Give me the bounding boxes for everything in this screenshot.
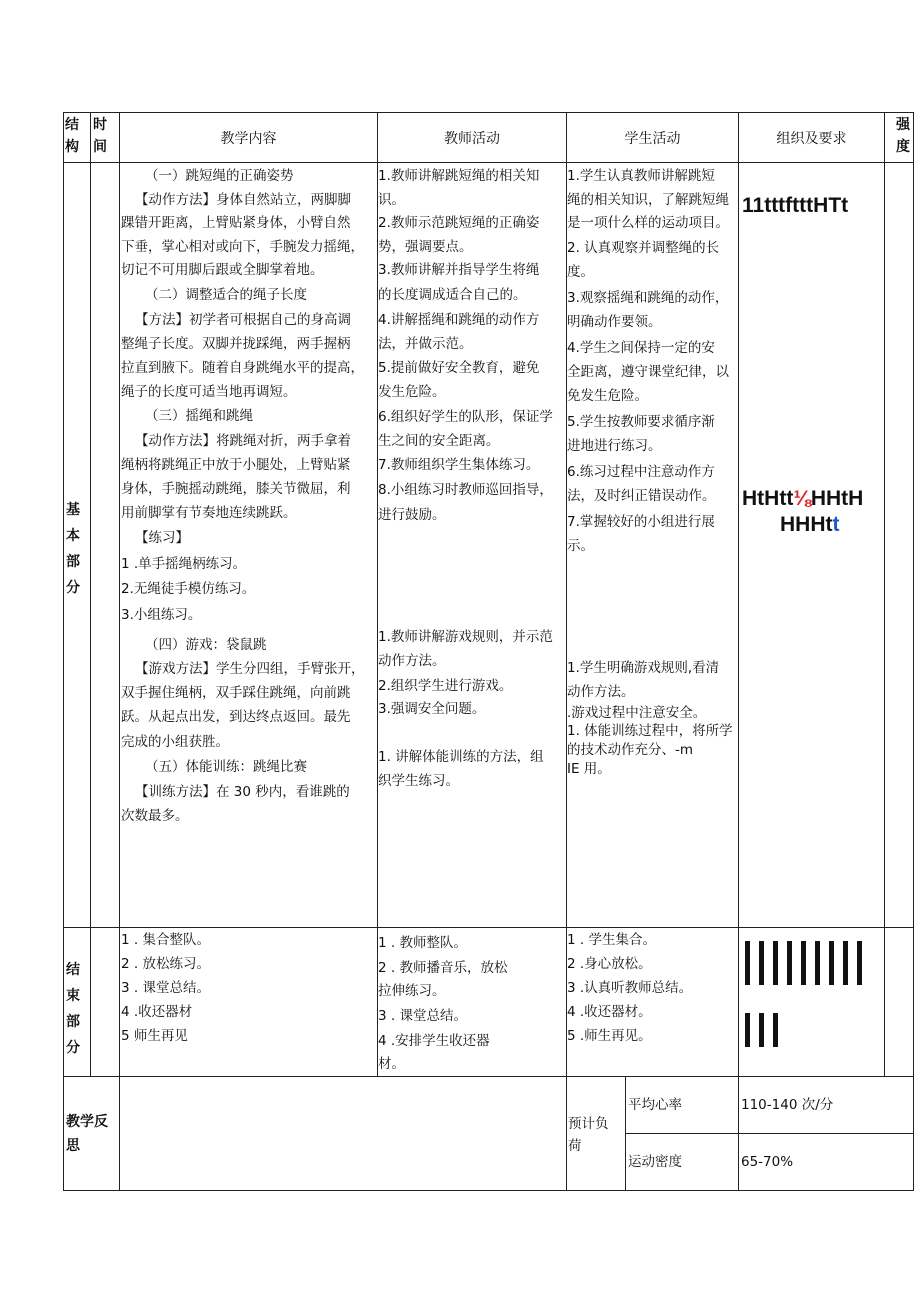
teacher-line: 生之间的安全距离。 [378,433,500,449]
teacher-line: 拉伸练习。 [378,983,446,999]
student-line: 的技术动作充分、-m [567,742,694,758]
header-student: 学生活动 [624,131,681,147]
content-line: 5 师生再见 [121,1028,188,1044]
reflection-label [66,1110,108,1158]
content-line: （三）摇绳和跳绳 [145,408,253,424]
content-line: 【动作方法】将跳绳对折，两手拿着 [135,433,351,449]
content-line: （五）体能训练：跳绳比赛 [145,759,307,775]
content-line: 身体，手腕摇动跳绳，膝关节微屈，利 [121,481,351,497]
student-line: 7.掌握较好的小组进行展 [567,514,715,530]
formation-bar [759,1013,764,1047]
header-teacher: 教师活动 [444,131,500,147]
teacher-line: 法，并做示范。 [378,336,473,352]
content-line: 【动作方法】身体自然站立，两脚脚 [135,191,351,208]
teacher-line: 2.教师示范跳短绳的正确姿 [378,215,540,231]
student-line: 免发生危险。 [567,388,648,404]
formation-bar [745,941,750,985]
content-line: 整绳子长度。双脚并拢踩绳，两手握柄 [121,336,351,352]
header-content: 教学内容 [220,131,277,147]
teacher-line: 2 . 教师播音乐，放松 [378,960,508,976]
content-line: 绳柄将跳绳正中放于小腿处，上臂贴紧 [121,457,351,473]
student-line: 2. 认真观察并调整绳的长 [567,240,720,256]
teacher-line: 织学生练习。 [378,773,459,789]
heart-rate-value: 110-140 次/分 [741,1097,834,1113]
formation-pattern-3 [780,513,840,537]
formation-bar [759,941,764,985]
student-line: .游戏过程中注意安全。 [567,705,707,721]
formation-pattern-1: 11tttftttHTt [742,194,849,217]
formation-bar [787,941,792,985]
content-line: 绳子的长度可适当地再调短。 [121,384,297,400]
content-line: 【方法】初学者可根据自己的身高调 [135,312,351,328]
formation-pattern-2b: ⅛ [793,487,811,510]
content-line: 下垂，掌心相对或向下，手腕发力摇绳， [121,238,364,255]
content-line: 次数最多。 [121,808,189,824]
density-value: 65-70% [741,1154,794,1170]
header-structure: 结构 [65,117,79,155]
content-line: 2.无绳徒手模仿练习。 [121,581,256,597]
content-line: 【游戏方法】学生分四组，手臂张开， [135,661,365,677]
content-line: 3.小组练习。 [121,607,202,623]
formation-bar [857,941,862,985]
student-line: 5 .师生再见。 [567,1028,652,1044]
student-line: 度。 [567,264,594,280]
teacher-line: 4.讲解摇绳和跳绳的动作方 [378,312,540,328]
student-line: 是一项什么样的运动项目。 [567,215,729,231]
content-line: 1 .单手摇绳柄练习。 [121,556,247,572]
content-line: 完成的小组获胜。 [121,734,229,750]
formation-bar [773,1013,778,1047]
content-line: 切记不可用脚后跟或全脚掌着地。 [121,262,324,278]
teacher-line: 1.教师讲解游戏规则，并示范 [378,629,553,645]
content-line: （二）调整适合的绳子长度 [145,287,307,303]
formation-bars-row-2 [745,1013,787,1047]
student-line: 绳的相关知识，了解跳短绳 [567,191,729,208]
teacher-line: 4 .安排学生收还器 [378,1033,490,1049]
student-line: 4.学生之间保持一定的安 [567,340,715,356]
content-line: 2 . 放松练习。 [121,956,210,972]
student-line: 1.学生明确游戏规则,看清 [567,660,720,676]
formation-bar [815,941,820,985]
formation-pattern-3a: HHHt [780,513,833,536]
formation-bar [843,941,848,985]
student-line: 3.观察摇绳和跳绳的动作， [567,290,729,306]
formation-bar [801,941,806,985]
student-line: 法，及时纠正错误动作。 [567,488,716,504]
student-line: 示。 [567,538,594,554]
teacher-line: 1.教师讲解跳短绳的相关知 [378,168,540,184]
teacher-line: 材。 [378,1056,405,1072]
header-organization: 组织及要求 [776,131,847,147]
student-line: 进地进行练习。 [567,438,662,454]
teacher-line: 发生危险。 [378,384,446,400]
formation-pattern-3b: t [832,513,840,536]
density-label: 运动密度 [628,1154,682,1170]
content-line: 3 . 课堂总结。 [121,980,210,996]
load-label-line: 预计负 [568,1116,609,1132]
teacher-line: 势，强调要点。 [378,238,473,255]
student-line: 动作方法。 [567,684,635,700]
content-line: 【训练方法】在 30 秒内，看谁跳的 [135,784,350,800]
formation-bar [829,941,834,985]
formation-pattern-2a: HtHtt [742,487,794,510]
load-label-line: 荷 [568,1138,582,1154]
student-line: 4 .收还器材。 [567,1004,652,1020]
teacher-line: 7.教师组织学生集体练习。 [378,457,540,473]
teacher-line: 1 . 教师整队。 [378,935,467,951]
content-line: 【练习】 [135,530,189,546]
content-line: （一）跳短绳的正确姿势 [145,168,294,184]
student-line: 1. 体能训练过程中，将所学 [567,723,733,739]
content-line: 1 . 集合整队。 [121,932,210,948]
reflection-label-line: 教学反 [66,1114,108,1130]
teacher-line: 3 . 课堂总结。 [378,1008,467,1024]
student-line: 1 . 学生集合。 [567,932,656,948]
content-line: 拉直到腋下。随着自身跳绳水平的提高， [121,360,364,376]
content-line: 踝错开距离，上臂贴紧身体，小臂自然 [121,215,351,231]
formation-pattern-2 [742,487,863,511]
student-line: 6.练习过程中注意动作方 [567,464,715,480]
student-line: 明确动作要领。 [567,314,662,330]
load-label [568,1113,609,1157]
teacher-line: 3.教师讲解并指导学生将绳 [378,262,540,278]
teacher-line: 8.小组练习时教师巡回指导， [378,482,553,498]
teacher-line: 动作方法。 [378,653,446,669]
content-line: 用前脚掌有节奏地连续跳跃。 [121,505,297,521]
formation-pattern-2c: HHtH [810,487,864,510]
student-line: 1.学生认真教师讲解跳短 [567,168,715,184]
student-line: IE 用。 [567,761,611,777]
teacher-line: 6.组织好学生的队形，保证学 [378,409,553,425]
content-line: 跃。从起点出发，到达终点返回。最先 [121,709,351,725]
teacher-line: 3.强调安全问题。 [378,701,486,717]
header-time: 时间 [93,117,107,155]
heart-rate-label: 平均心率 [628,1097,682,1113]
content-line: 4 .收还器材 [121,1004,193,1020]
header-intensity: 强度 [896,117,910,155]
teacher-line: 2.组织学生进行游戏。 [378,678,513,694]
formation-bar [745,1013,750,1047]
reflection-label-line: 思 [66,1138,80,1154]
student-line: 全距离，遵守课堂纪律，以 [567,364,729,380]
teacher-line: 的长度调成适合自己的。 [378,287,527,303]
content-line: 双手握住绳柄，双手踩住跳绳，向前跳 [121,685,351,701]
teacher-line: 识。 [378,191,405,208]
teacher-line: 进行鼓励。 [378,507,446,523]
section-label-basic: 基本部分 [66,502,80,596]
formation-bar [773,941,778,985]
student-line: 2 .身心放松。 [567,956,652,972]
section-label-ending: 结束部分 [66,962,80,1056]
student-line: 3 .认真听教师总结。 [567,980,693,996]
teacher-line: 5.提前做好安全教育，避免 [378,360,540,376]
content-line: （四）游戏：袋鼠跳 [145,637,267,653]
formation-bars-row-1 [745,941,871,985]
teacher-line: 1. 讲解体能训练的方法，组 [378,749,544,765]
student-line: 5.学生按教师要求循序渐 [567,414,715,430]
